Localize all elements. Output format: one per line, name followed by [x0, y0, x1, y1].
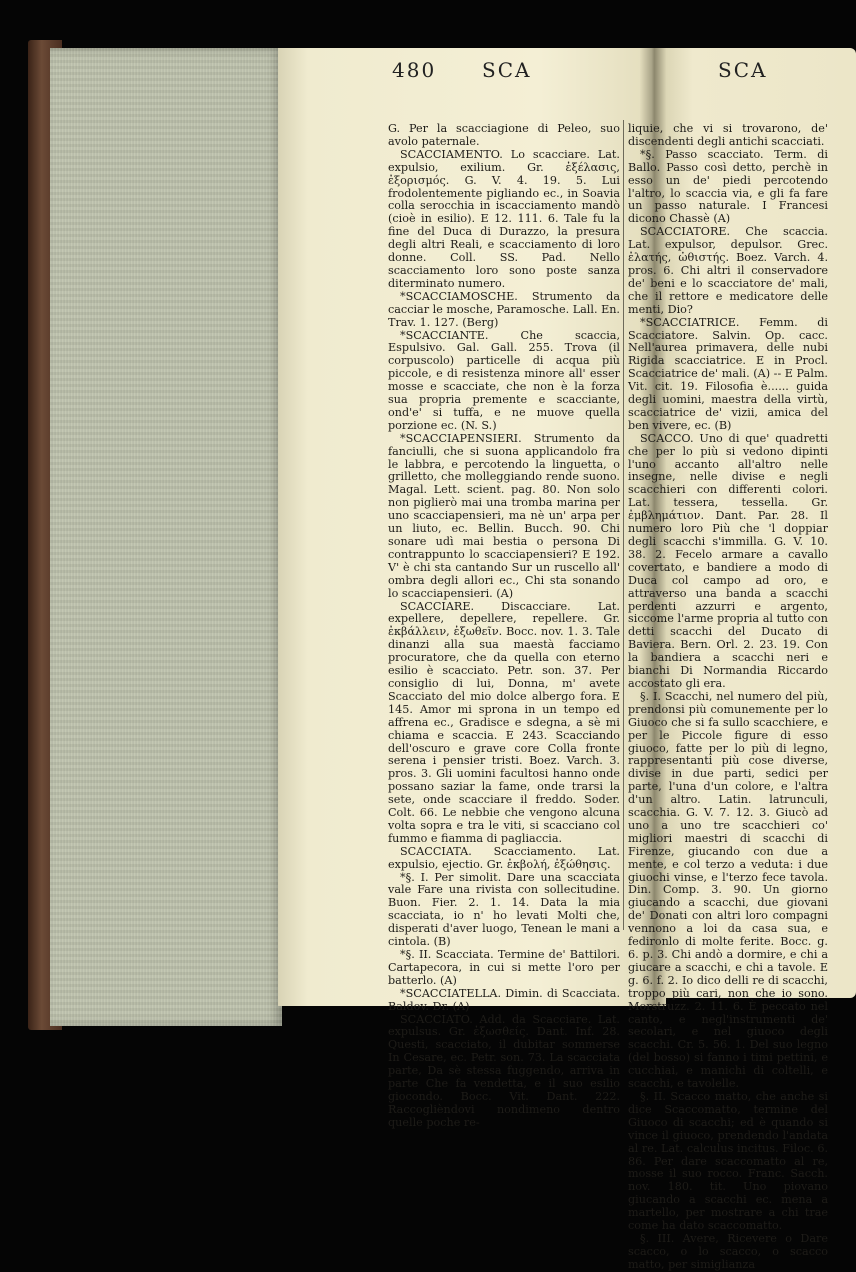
entry-scacciata: SCACCIATA. Scacciamento. Lat. expulsio, ejectio. Gr. ἐκβολή, ἐξώθησις. — [388, 844, 620, 871]
left-running-head: SCA — [482, 58, 532, 82]
right-column — [628, 123, 828, 1272]
entry-passo-scacciato: *§. Passo scacciato. Term. di Ballo. Passo così detto, perchè in esso un de' piedi percotendo l'altro, lo scaccia via, e gli fa fare un passo naturale. I Francesi dicono Chassè (A) — [628, 147, 828, 226]
entry-scacciatrice: *SCACCIATRICE. Femm. di Scacciatore. Salvin. Op. cacc. Nell'aurea primavera, delle nubi Rigida scacciatrice. E in Procl. Scacciatrice de' mali. (A) -- E Palm. Vit. cit. 19. Filosofia è...... guida degli uomini, maestra della virtù, scacciatrice de' vizii, amica del ben vivere, ec. (B) — [628, 315, 828, 432]
entry-scacciare: SCACCIARE. Discacciare. Lat. expellere, depellere, repellere. Gr. ἐκβάλλειν, ἐξωθεῖν. Bocc. nov. 1. 3. Tale dinanzi alla sua maestà facciamo procuratore, che da quella con eterno esilio è scacciato. Petr. son. 37. Per consiglio di lui, Donna, m' avete Scacciato del mio dolce albergo fora. E 145. Amor mi sprona in un tempo ed affrena ec., Gradisce e sdegna, a sè mi chiama e scaccia. E 243. Scacciando dell'oscuro e grave core Colla fronte serena i pensier tristi. Boez. Varch. 3. pros. 3. Gli uomini facultosi hanno onde possano saziar la fame, onde trarsi la sete, onde scacciare il freddo. Soder. Colt. 66. Le nebbie che vengono alcuna volta sopra e tra le viti, si scacciano col fummo e fiamma di pagliaccia. — [388, 599, 620, 845]
entry-scacciamosche: *SCACCIAMOSCHE. Strumento da cacciar le mosche, Paramosche. Lall. En. Trav. 1. 127. (Berg) — [388, 289, 620, 329]
left-column — [388, 123, 620, 1130]
entry-continuation: liquie, che vi si trovarono, de' discendenti degli antichi scacciati. — [628, 122, 828, 148]
entry-scacciatore: SCACCIATORE. Che scaccia. Lat. expulsor, depulsor. Grec. ἐλατής, ὠθιστής. Boez. Varch. 4. pros. 6. Chi altri il conservadore de' beni e lo scacciatore de' mali, che il rettore e medicatore delle menti, Dio? — [628, 225, 828, 316]
entry-scacciapensieri: *SCACCIAPENSIERI. Strumento da fanciulli, che si suona applicandolo fra le labbra, e percotendo la linguetta, o grilletto, che molleggiando rende suono. Magal. Lett. scient. pag. 80. Non solo non piglierò mai una tromba marina per uno scacciapensieri, ma nè un' arpa per un liuto, ec. Bellin. Bucch. 90. Chi sonare udì mai bestia o persona Di contrappunto lo scacciapensieri? E 192. V' è chi sta cantando Sur un ruscello all' ombra degli allori ec., Chi sta sonando lo scacciapensieri. (A) — [388, 431, 620, 600]
page-edges — [50, 48, 282, 1026]
entry-scacciante: *SCACCIANTE. Che scaccia, Espulsivo. Gal. Gall. 255. Trova (il corpuscolo) particelle di acqua più piccole, e di resistenza minore all' esser mosse e scacciate, che non è la forza sua propria premente e scacciante, ond'e' si tuffa, e ne muove quella porzione ec. (N. S.) — [388, 328, 620, 432]
entry-paragraph: G. Per la scacciagione di Peleo, suo avolo paternale. — [388, 122, 620, 148]
entry-scacco-s3: §. III. Avere, Ricevere o Dare scacco, o lo scacco, o scacco matto, per simiglianza — [628, 1231, 828, 1271]
entry-scacciata-s1: *§. I. Per simolit. Dare una scacciata vale Fare una rivista con sollecitudine. Buon. Fier. 2. 1. 14. Data la mia scacciata, io n' ho levati Molti che, disperati d'aver luogo, Tenean le mani a cintola. (B) — [388, 870, 620, 949]
entry-scacco: SCACCO. Uno di que' quadretti che per lo più si vedono dipinti l'uno accanto all'altro nelle insegne, nelle divise e negli scacchieri con differenti colori. Lat. tessera, tessella. Gr. ἐμβλημάτιον. Dant. Par. 28. Il numero loro Più che 'l doppiar degli scacchi s'immilla. G. V. 10. 38. 2. Fecelo armare a cavallo covertato, e bandiere a modo di Duca col campo ad oro, e attraverso una banda a scacchi perdenti azzurri e argento, siccome l'arme propria al tutto con detti scacchi del Ducato di Baviera. Bern. Orl. 2. 23. 19. Con la bandiera a scacchi neri e bianchi Di Normandia Riccardo accostato gli era. — [628, 431, 828, 690]
column-rule — [623, 120, 624, 930]
entry-scacciamento: SCACCIAMENTO. Lo scacciare. Lat. expulsio, exilium. Gr. ἐξέλασις, ἐξορισμός. G. V. 4. 19. 5. Lui frodolentemente pigliando ec., in Soavia colla serocchia in iscacciamento mandò (cioè in esilio). E 12. 111. 6. Tale fu la fine del Duca di Durazzo, la presura degli altri Reali, e scacciamento di loro donne. Coll. SS. Pad. Nello scacciamento loro sono poste sanza diterminato numero. — [388, 147, 620, 290]
entry-scacco-s1: §. I. Scacchi, nel numero del più, prendonsi più comunemente per lo Giuoco che si fa sullo scacchiere, e per le Piccole figure di esso giuoco, fatte per lo più di legno, rappresentanti più cose diverse, divise in due parti, sedici per parte, l'una d'un colore, e l'altra d'un altro. Latin. latrunculi, scacchia. G. V. 7. 12. 3. Giucò ad uno a uno tre scacchieri co' migliori maestri di scacchi di Firenze, giucando con due a mente, e col terzo a veduta: i due giuochi vinse, e l'terzo fece tavola. Din. Comp. 3. 90. Un giorno giucando a scacchi, due giovani de' Donati con altri loro compagni vennono a loi da casa sua, e fedironlo di molte ferite. Bocc. g. 6. p. 3. Chi andò a dormire, e chi a giucare a scacchi, e chi a tavole. E g. 6. f. 2. Io dico delli re di scacchi, troppo più cari, non che io sono. Morstruzz. 2. 11. 6. È peccato nel canto, e negl'instrumenti de' secolari, e nel giuoco degli scacchi. Cr. 5. 56. 1. Del suo legno (del bosso) si fanno i timi pettini, e cucchiai, e manichi di coltelli, e scacchi, e tavolelle. — [628, 689, 828, 1091]
entry-scacciato: SCACCIATO. Add. da Scacciare. Lat. expulsus. Gr. ἐξωσθείς. Dant. Inf. 28. Questi, scacciato, il dubitar sommerse In Cesare, ec. Petr. son. 73. La scacciata parte, Da sè stessa fuggendo, arriva in parte Che fa vendetta, e il suo esilio giocondo. Bocc. Vit. Dant. 222. Raccoglièndovi nondimeno dentro quelle poche re- — [388, 1012, 620, 1129]
entry-scacciatella: *SCACCIATELLA. Dimin. di Scacciata. Baldov. Dr. (A) — [388, 986, 620, 1013]
entry-scacco-s2: §. II. Scacco matto, che anche si dice Scaccomatto, termine del Giuoco di scacchi; ed è quando si vince il giuoco, prendendo l'andata al re. Lat. calculus incitus. Filoc. 6. 86. Per dare scaccomatto al re, mosse il suo rocco. Franc. Sacch. nov. 180. tit. Uno piovano giucando a scacchi ec. mena a martello, per mostrare a chi trae come ha dato scaccomatto. — [628, 1089, 828, 1233]
entry-scacciata-s2: *§. II. Scacciata. Termine de' Battilori. Cartapecora, in cui si mette l'oro per batterlo. (A) — [388, 948, 620, 987]
right-running-head: SCA — [718, 58, 768, 82]
page-number: 480 — [392, 58, 437, 82]
